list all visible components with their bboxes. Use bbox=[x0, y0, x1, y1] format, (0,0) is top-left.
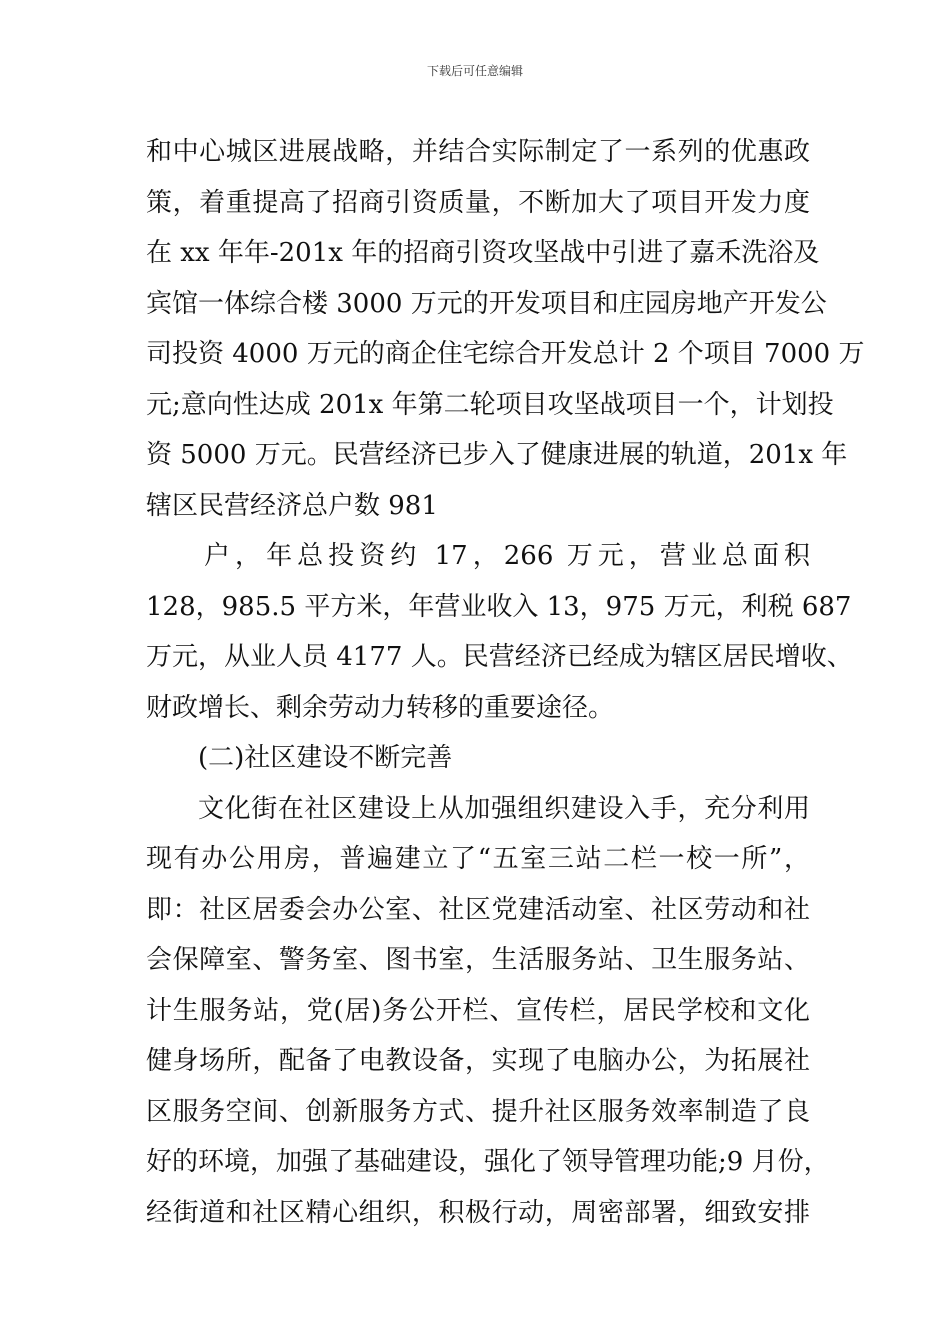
page-header: 下载后可任意编辑 bbox=[426, 64, 523, 78]
paragraph-line: 辖区民营经济总户数 981 bbox=[146, 490, 438, 521]
paragraph-line: 健身场所，配备了电教设备，实现了电脑办公，为拓展社 bbox=[146, 1046, 810, 1076]
paragraph-line: 计生服务站，党(居)务公开栏、宣传栏，居民学校和文化 bbox=[146, 995, 810, 1026]
paragraph-line: 现有办公用房，普遍建立了“五室三站二栏一校一所”， bbox=[146, 844, 810, 874]
section-heading: (二)社区建设不断完善 bbox=[198, 743, 453, 773]
paragraph-line: 在 xx 年年-201x 年的招商引资攻坚战中引进了嘉禾洗浴及 bbox=[146, 238, 820, 268]
paragraph-line: 万元，从业人员 4177 人。民营经济已经成为辖区居民增收、 bbox=[146, 642, 853, 672]
paragraph-line: 资 5000 万元。民营经济已步入了健康进展的轨道，201x 年 bbox=[146, 440, 848, 470]
paragraph-line: 文化街在社区建设上从加强组织建设入手，充分利用 bbox=[198, 793, 810, 824]
paragraph-line: 宾馆一体综合楼 3000 万元的开发项目和庄园房地产开发公 bbox=[146, 288, 827, 319]
paragraph-line: 策，着重提高了招商引资质量，不断加大了项目开发力度 bbox=[146, 187, 810, 218]
paragraph-line: 好的环境，加强了基础建设，强化了领导管理功能;9 月份， bbox=[146, 1147, 830, 1177]
paragraph-line: 会保障室、警务室、图书室，生活服务站、卫生服务站、 bbox=[146, 945, 810, 975]
paragraph-line: 128，985.5 平方米，年营业收入 13，975 万元，利税 687 bbox=[146, 591, 852, 622]
paragraph-line: 经街道和社区精心组织，积极行动，周密部署，细致安排 bbox=[146, 1197, 810, 1228]
paragraph-line: 即：社区居委会办公室、社区党建活动室、社区劳动和社 bbox=[146, 894, 810, 925]
paragraph-line: 和中心城区进展战略，并结合实际制定了一系列的优惠政 bbox=[146, 137, 810, 167]
paragraph-line: 司投资 4000 万元的商企住宅综合开发总计 2 个项目 7000 万 bbox=[146, 339, 865, 369]
document-body bbox=[146, 127, 865, 1238]
paragraph-line: 财政增长、剩余劳动力转移的重要途径。 bbox=[146, 692, 615, 723]
paragraph-line: 区服务空间、创新服务方式、提升社区服务效率制造了良 bbox=[146, 1096, 810, 1127]
paragraph-line: 元;意向性达成 201x 年第二轮项目攻坚战项目一个，计划投 bbox=[146, 389, 834, 420]
paragraph-line: 户，年总投资约 17，266 万元，营业总面积 bbox=[204, 541, 810, 571]
